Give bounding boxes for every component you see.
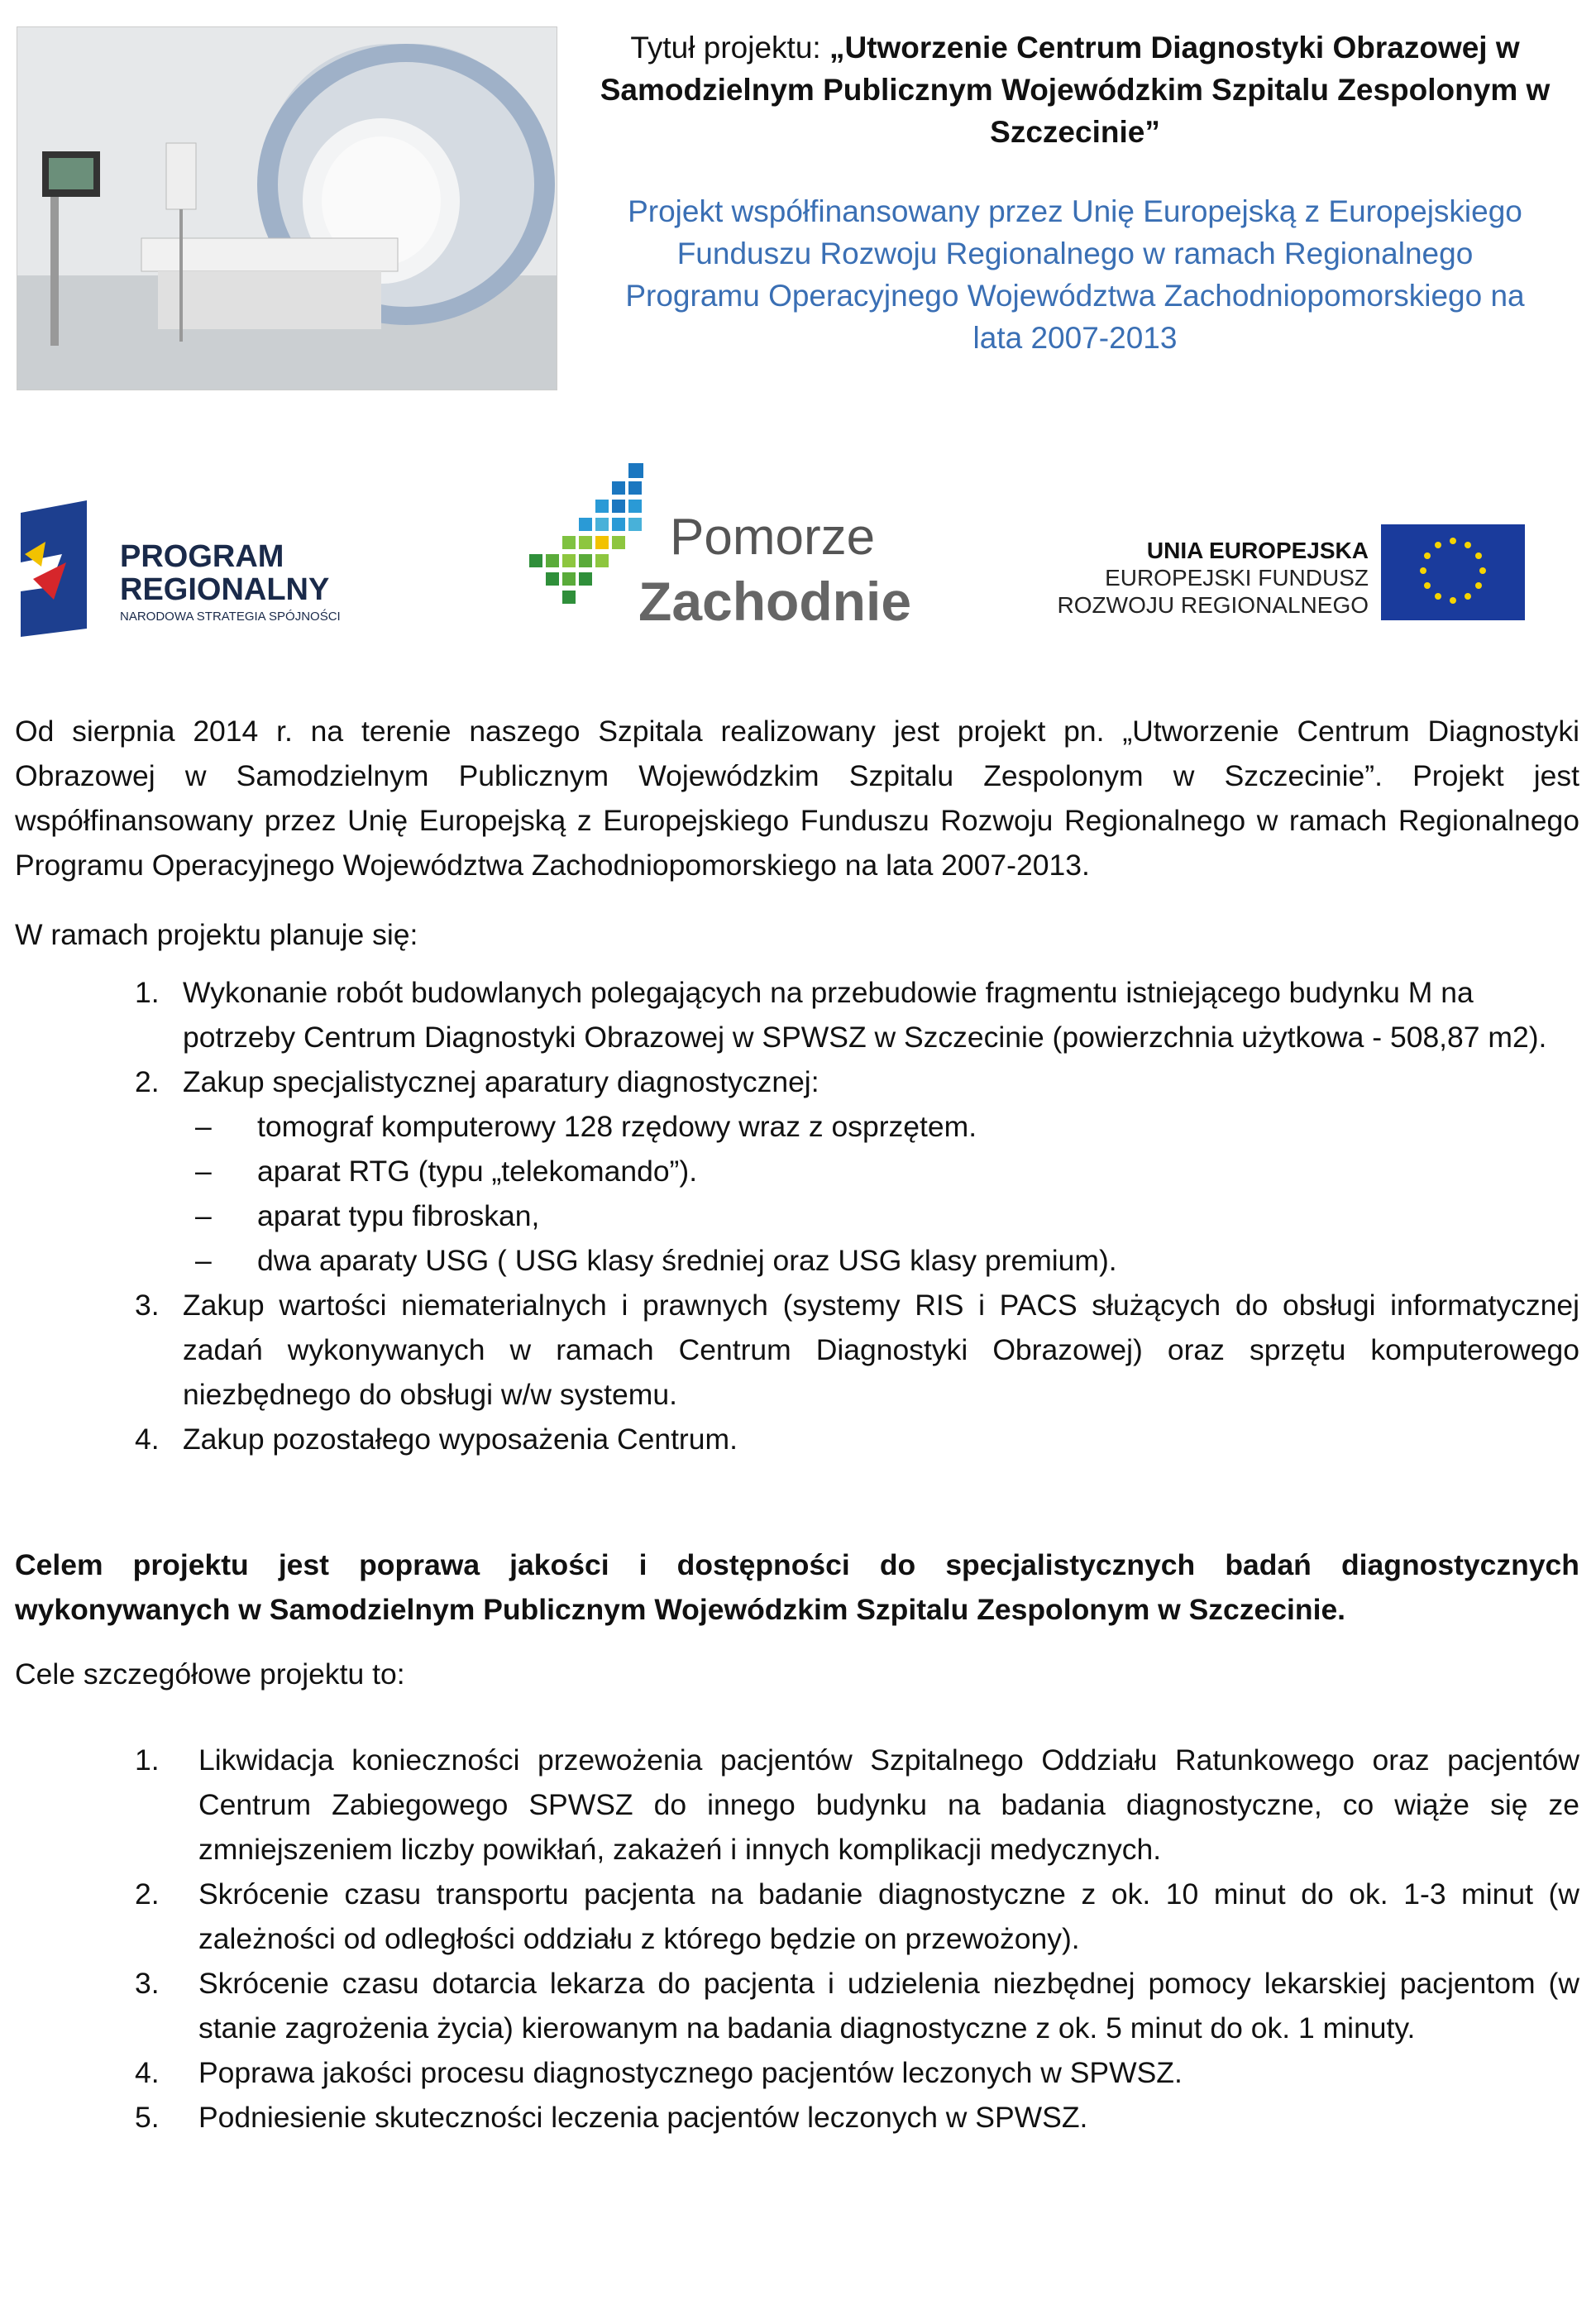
list-item: 1. Likwidacja konieczności przewożenia pacjentów Szpitalnego Oddziału Ratunkowego oraz pacjentów Centrum Zabiegowego SPWSZ do innego budynku na badania diagnostyczne, co wiąże się ze zmniejszeniem liczby powikłań, zakażeń i innych komplikacji medycznych. [135, 1743, 1579, 1866]
list-item: 2. Skrócenie czasu transportu pacjenta na badanie diagnostyczne z ok. 10 minut do ok. 1-3 minut (w zależności od odległości oddziału z którego będzie on przewożony). [135, 1877, 1579, 1955]
title-line-2: Samodzielnym Publicznym Wojewódzkim Szpitalu Zespolonym w [600, 73, 1551, 107]
pomorze-line1: Pomorze [670, 509, 876, 566]
specific-goals-heading: Cele szczegółowe projektu to: [15, 1657, 405, 1691]
program-line1: PROGRAM [120, 539, 284, 574]
pomorze-zachodnie-logo [521, 463, 918, 637]
list-item: 2. Zakup specjalistycznej aparatury diagnostycznej: [135, 1065, 820, 1098]
plan-heading: W ramach projektu planuje się: [15, 918, 418, 951]
eu-line1: UNIA EUROPEJSKA [1146, 538, 1369, 563]
logo-row [0, 463, 1596, 637]
eu-line2: EUROPEJSKI FUNDUSZ [1105, 565, 1369, 591]
specific-goals-list [15, 1738, 1579, 2140]
list-item: – aparat typu fibroskan, [195, 1199, 540, 1232]
cofinancing-line: Funduszu Rozwoju Regionalnego w ramach Regionalnego [676, 237, 1474, 270]
pomorze-line2: Zachodnie [638, 571, 912, 632]
equipment-list [15, 1104, 1579, 1283]
list-item: – dwa aparaty USG ( USG klasy średniej oraz USG klasy premium). [195, 1244, 1117, 1277]
header-text [583, 26, 1567, 359]
title-line-1: „Utworzenie Centrum Diagnostyki Obrazowej w [829, 31, 1520, 65]
intro-paragraph: Od sierpnia 2014 r. na terenie naszego Szpitala realizowany jest projekt pn. „Utworzenie Centrum Diagnostyki Obrazowej w Samodzielnym Publicznym Wojewódzkim Szpitalu Zespolonym w Szczecinie”. Projekt jest współfinansowany przez Unię Europejską z Europejskiego Funduszu Rozwoju Regionalnego w ramach Regionalnego Programu Operacyjnego Województwa Zachodniopomorskiego na lata 2007-2013. [15, 715, 1579, 882]
list-item: 4. Zakup pozostałego wyposażenia Centrum. [135, 1423, 738, 1456]
list-item: 1. Wykonanie robót budowlanych polegających na przebudowie fragmentu istniejącego budynku M na potrzeby Centrum Diagnostyki Obrazowej w SPWSZ w Szczecinie (powierzchnia użytkowa - 508,87 m2). [135, 976, 1547, 1054]
program-regionalny-logo [12, 463, 409, 637]
cofinancing-line: Programu Operacyjnego Województwa Zachodniopomorskiego na [625, 279, 1525, 313]
project-title [583, 26, 1567, 153]
list-item: 4. Poprawa jakości procesu diagnostycznego pacjentów leczonych w SPWSZ. [135, 2056, 1183, 2089]
list-item: – aparat RTG (typu „telekomando”). [195, 1155, 698, 1188]
plan-list [15, 970, 1579, 1104]
title-line-3: Szczecinie” [990, 115, 1160, 149]
title-prefix: Tytuł projektu: [630, 31, 829, 65]
document-body [15, 709, 1579, 2140]
eu-line3: ROZWOJU REGIONALNEGO [1057, 592, 1369, 618]
cofinancing-line: Projekt współfinansowany przez Unię Europejską z Europejskiego [628, 194, 1522, 228]
list-item: 3. Zakup wartości niematerialnych i prawnych (systemy RIS i PACS służących do obsługi informatycznej zadań wykonywanych w ramach Centrum Diagnostyki Obrazowej) oraz sprzętu komputerowego niezbędnego do obsługi w/w systemu. [135, 1289, 1579, 1411]
cofinancing-note [583, 190, 1567, 359]
eu-logo [1038, 463, 1534, 637]
list-item: – tomograf komputerowy 128 rzędowy wraz z osprzętem. [195, 1110, 977, 1143]
cofinancing-line: lata 2007-2013 [972, 321, 1178, 355]
program-line3: NARODOWA STRATEGIA SPÓJNOŚCI [120, 610, 341, 624]
mri-scanner-photo [17, 26, 557, 390]
list-item: 5. Podniesienie skuteczności leczenia pacjentów leczonych w SPWSZ. [135, 2101, 1088, 2134]
program-line2: REGIONALNY [120, 572, 330, 607]
plan-list-continued [15, 1283, 1579, 1461]
project-goal: Celem projektu jest poprawa jakości i dostępności do specjalistycznych badań diagnostycznych wykonywanych w Samodzielnym Publicznym Wojewódzkim Szpitalu Zespolonym w Szczecinie. [15, 1548, 1579, 1626]
list-item: 3. Skrócenie czasu dotarcia lekarza do pacjenta i udzielenia niezbędnej pomocy lekarskiej pacjentom (w stanie zagrożenia życia) kierowanym na badania diagnostyczne z ok. 5 minut do ok. 1 minuty. [135, 1967, 1579, 2045]
